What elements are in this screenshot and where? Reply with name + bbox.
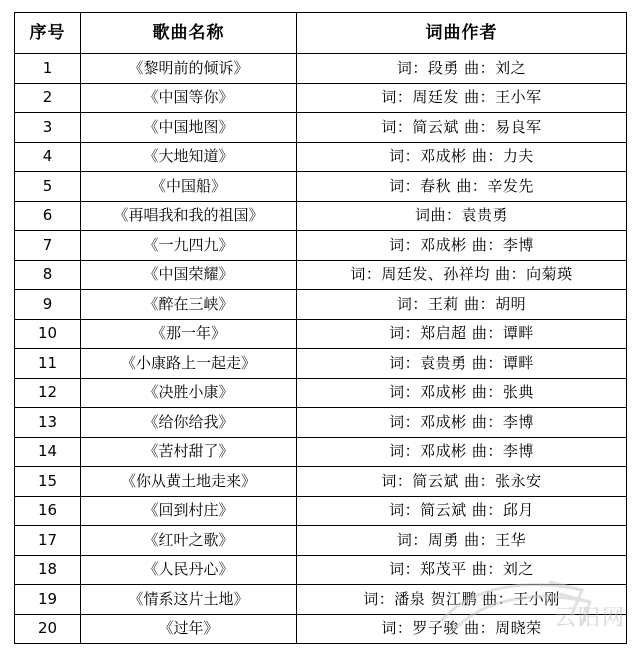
cell-index: 15 bbox=[15, 467, 81, 497]
table-row bbox=[15, 437, 627, 467]
cell-author: 词：简云斌 曲：易良军 bbox=[297, 113, 627, 143]
table-row bbox=[15, 231, 627, 261]
cell-index: 9 bbox=[15, 290, 81, 320]
cell-title: 《黎明前的倾诉》 bbox=[81, 54, 297, 84]
cell-index: 10 bbox=[15, 319, 81, 349]
column-header-author: 词曲作者 bbox=[297, 13, 627, 54]
cell-index: 18 bbox=[15, 555, 81, 585]
cell-index: 14 bbox=[15, 437, 81, 467]
cell-title: 《回到村庄》 bbox=[81, 496, 297, 526]
cell-title: 《中国船》 bbox=[81, 172, 297, 202]
cell-author: 词：罗子骏 曲：周晓荣 bbox=[297, 614, 627, 644]
cell-title: 《中国荣耀》 bbox=[81, 260, 297, 290]
cell-author: 词：邓成彬 曲：李博 bbox=[297, 231, 627, 261]
column-header-index: 序号 bbox=[15, 13, 81, 54]
cell-index: 20 bbox=[15, 614, 81, 644]
table-row bbox=[15, 585, 627, 615]
cell-author: 词：周廷发 曲：王小军 bbox=[297, 83, 627, 113]
table-row bbox=[15, 555, 627, 585]
cell-author: 词：邓成彬 曲：力夫 bbox=[297, 142, 627, 172]
cell-title: 《醉在三峡》 bbox=[81, 290, 297, 320]
table-row bbox=[15, 83, 627, 113]
table-row bbox=[15, 408, 627, 438]
table-row bbox=[15, 142, 627, 172]
cell-author: 词：王莉 曲：胡明 bbox=[297, 290, 627, 320]
cell-index: 7 bbox=[15, 231, 81, 261]
cell-author: 词：春秋 曲：辛发先 bbox=[297, 172, 627, 202]
cell-author: 词：周廷发、孙祥均 曲：向菊瑛 bbox=[297, 260, 627, 290]
cell-index: 1 bbox=[15, 54, 81, 84]
table-row bbox=[15, 378, 627, 408]
table-row bbox=[15, 614, 627, 644]
cell-index: 13 bbox=[15, 408, 81, 438]
cell-author: 词：郑启超 曲：谭畔 bbox=[297, 319, 627, 349]
cell-author: 词：段勇 曲：刘之 bbox=[297, 54, 627, 84]
cell-author: 词：邓成彬 曲：张典 bbox=[297, 378, 627, 408]
table-row bbox=[15, 319, 627, 349]
cell-author: 词：邓成彬 曲：李博 bbox=[297, 408, 627, 438]
table-row bbox=[15, 467, 627, 497]
table-row bbox=[15, 201, 627, 231]
cell-title: 《中国地图》 bbox=[81, 113, 297, 143]
table-row bbox=[15, 113, 627, 143]
cell-title: 《一九四九》 bbox=[81, 231, 297, 261]
watermark-text: 云阳网 bbox=[553, 606, 626, 631]
cell-title: 《情系这片土地》 bbox=[81, 585, 297, 615]
table-row bbox=[15, 496, 627, 526]
cell-author: 词：袁贵勇 曲：谭畔 bbox=[297, 349, 627, 379]
cell-index: 17 bbox=[15, 526, 81, 556]
cell-index: 12 bbox=[15, 378, 81, 408]
cell-title: 《大地知道》 bbox=[81, 142, 297, 172]
cell-title: 《红叶之歌》 bbox=[81, 526, 297, 556]
table-row bbox=[15, 349, 627, 379]
cell-title: 《你从黄土地走来》 bbox=[81, 467, 297, 497]
cell-title: 《苦村甜了》 bbox=[81, 437, 297, 467]
song-list-table bbox=[14, 12, 627, 644]
cell-index: 3 bbox=[15, 113, 81, 143]
table-header-row bbox=[15, 13, 627, 54]
cell-author: 词：潘泉 贺江鹏 曲：王小刚 bbox=[297, 585, 627, 615]
cell-title: 《过年》 bbox=[81, 614, 297, 644]
column-header-title: 歌曲名称 bbox=[81, 13, 297, 54]
cell-index: 11 bbox=[15, 349, 81, 379]
cell-index: 4 bbox=[15, 142, 81, 172]
table-body bbox=[15, 54, 627, 644]
table-row bbox=[15, 54, 627, 84]
cell-author: 词：周勇 曲：王华 bbox=[297, 526, 627, 556]
cell-index: 2 bbox=[15, 83, 81, 113]
table-row bbox=[15, 260, 627, 290]
cell-title: 《给你给我》 bbox=[81, 408, 297, 438]
cell-title: 《那一年》 bbox=[81, 319, 297, 349]
table-row bbox=[15, 172, 627, 202]
cell-index: 5 bbox=[15, 172, 81, 202]
table-row bbox=[15, 526, 627, 556]
cell-title: 《再唱我和我的祖国》 bbox=[81, 201, 297, 231]
cell-index: 8 bbox=[15, 260, 81, 290]
cell-title: 《人民丹心》 bbox=[81, 555, 297, 585]
table-row bbox=[15, 290, 627, 320]
cell-author: 词：郑茂平 曲：刘之 bbox=[297, 555, 627, 585]
cell-author: 词：简云斌 曲：邱月 bbox=[297, 496, 627, 526]
cell-title: 《小康路上一起走》 bbox=[81, 349, 297, 379]
cell-title: 《决胜小康》 bbox=[81, 378, 297, 408]
table-header bbox=[15, 13, 627, 54]
cell-author: 词曲：袁贵勇 bbox=[297, 201, 627, 231]
cell-author: 词：简云斌 曲：张永安 bbox=[297, 467, 627, 497]
cell-index: 19 bbox=[15, 585, 81, 615]
cell-index: 6 bbox=[15, 201, 81, 231]
cell-author: 词：邓成彬 曲：李博 bbox=[297, 437, 627, 467]
cell-title: 《中国等你》 bbox=[81, 83, 297, 113]
cell-index: 16 bbox=[15, 496, 81, 526]
